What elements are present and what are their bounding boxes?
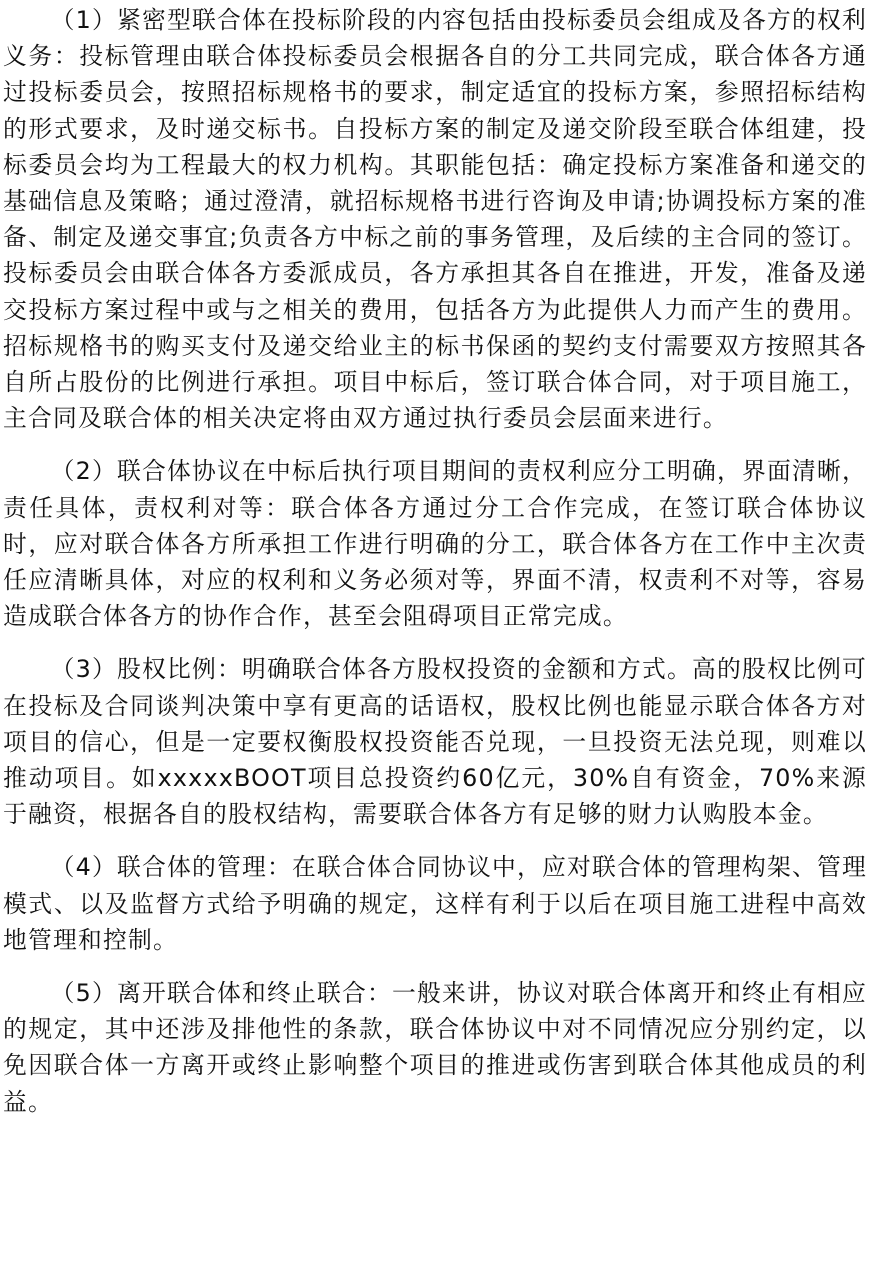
paragraph-1-bidding-stage: （1）紧密型联合体在投标阶段的内容包括由投标委员会组成及各方的权利义务：投标管理由联合体投标委员会根据各自的分工共同完成，联合体各方通过投标委员会，按照招标规格书的要求，制定适宜的投标方案，参照招标结构的形式要求，及时递交标书。自投标方案的制定及递交阶段至联合体组建，投标委员会均为工程最大的权力机构。其职能包括：确定投标方案准备和递交的基础信息及策略；通过澄清，就招标规格书进行咨询及申请;协调投标方案的准备、制定及递交事宜;负责各方中标之前的事务管理，及后续的主合同的签订。投标委员会由联合体各方委派成员，各方承担其各自在推进，开发，准备及递交投标方案过程中或与之相关的费用，包括各方为此提供人力而产生的费用。招标规格书的购买支付及递交给业主的标书保函的契约支付需要双方按照其各自所占股份的比例进行承担。项目中标后，签订联合体合同，对于项目施工，主合同及联合体的相关决定将由双方通过执行委员会层面来进行。 bbox=[3, 6, 867, 433]
paragraph-3-equity-ratio: （3）股权比例：明确联合体各方股权投资的金额和方式。高的股权比例可在投标及合同谈判决策中享有更高的话语权，股权比例也能显示联合体各方对项目的信心，但是一定要权衡股权投资能否兑现，一旦投资无法兑现，则难以推动项目。如xxxxxBOOT项目总投资约60亿元，30%自有资金，70%来源于融资，根据各自的股权结构，需要联合体各方有足够的财力认购股本金。 bbox=[3, 655, 867, 829]
paragraph-5-exit-termination: （5）离开联合体和终止联合：一般来讲，协议对联合体离开和终止有相应的规定，其中还涉及排他性的条款，联合体协议中对不同情况应分别约定，以免因联合体一方离开或终止影响整个项目的推进或伤害到联合体其他成员的利益。 bbox=[3, 979, 867, 1116]
paragraph-2-responsibilities: （2）联合体协议在中标后执行项目期间的责权利应分工明确，界面清晰，责任具体，责权利对等：联合体各方通过分工合作完成，在签订联合体协议时，应对联合体各方所承担工作进行明确的分工，联合体各方在工作中主次责任应清晰具体，对应的权利和义务必须对等，界面不清，权责利不对等，容易造成联合体各方的协作合作，甚至会阻碍项目正常完成。 bbox=[3, 457, 867, 631]
paragraph-4-management: （4）联合体的管理：在联合体合同协议中，应对联合体的管理构架、管理模式、以及监督方式给予明确的规定，这样有利于以后在项目施工进程中高效地管理和控制。 bbox=[3, 853, 867, 954]
